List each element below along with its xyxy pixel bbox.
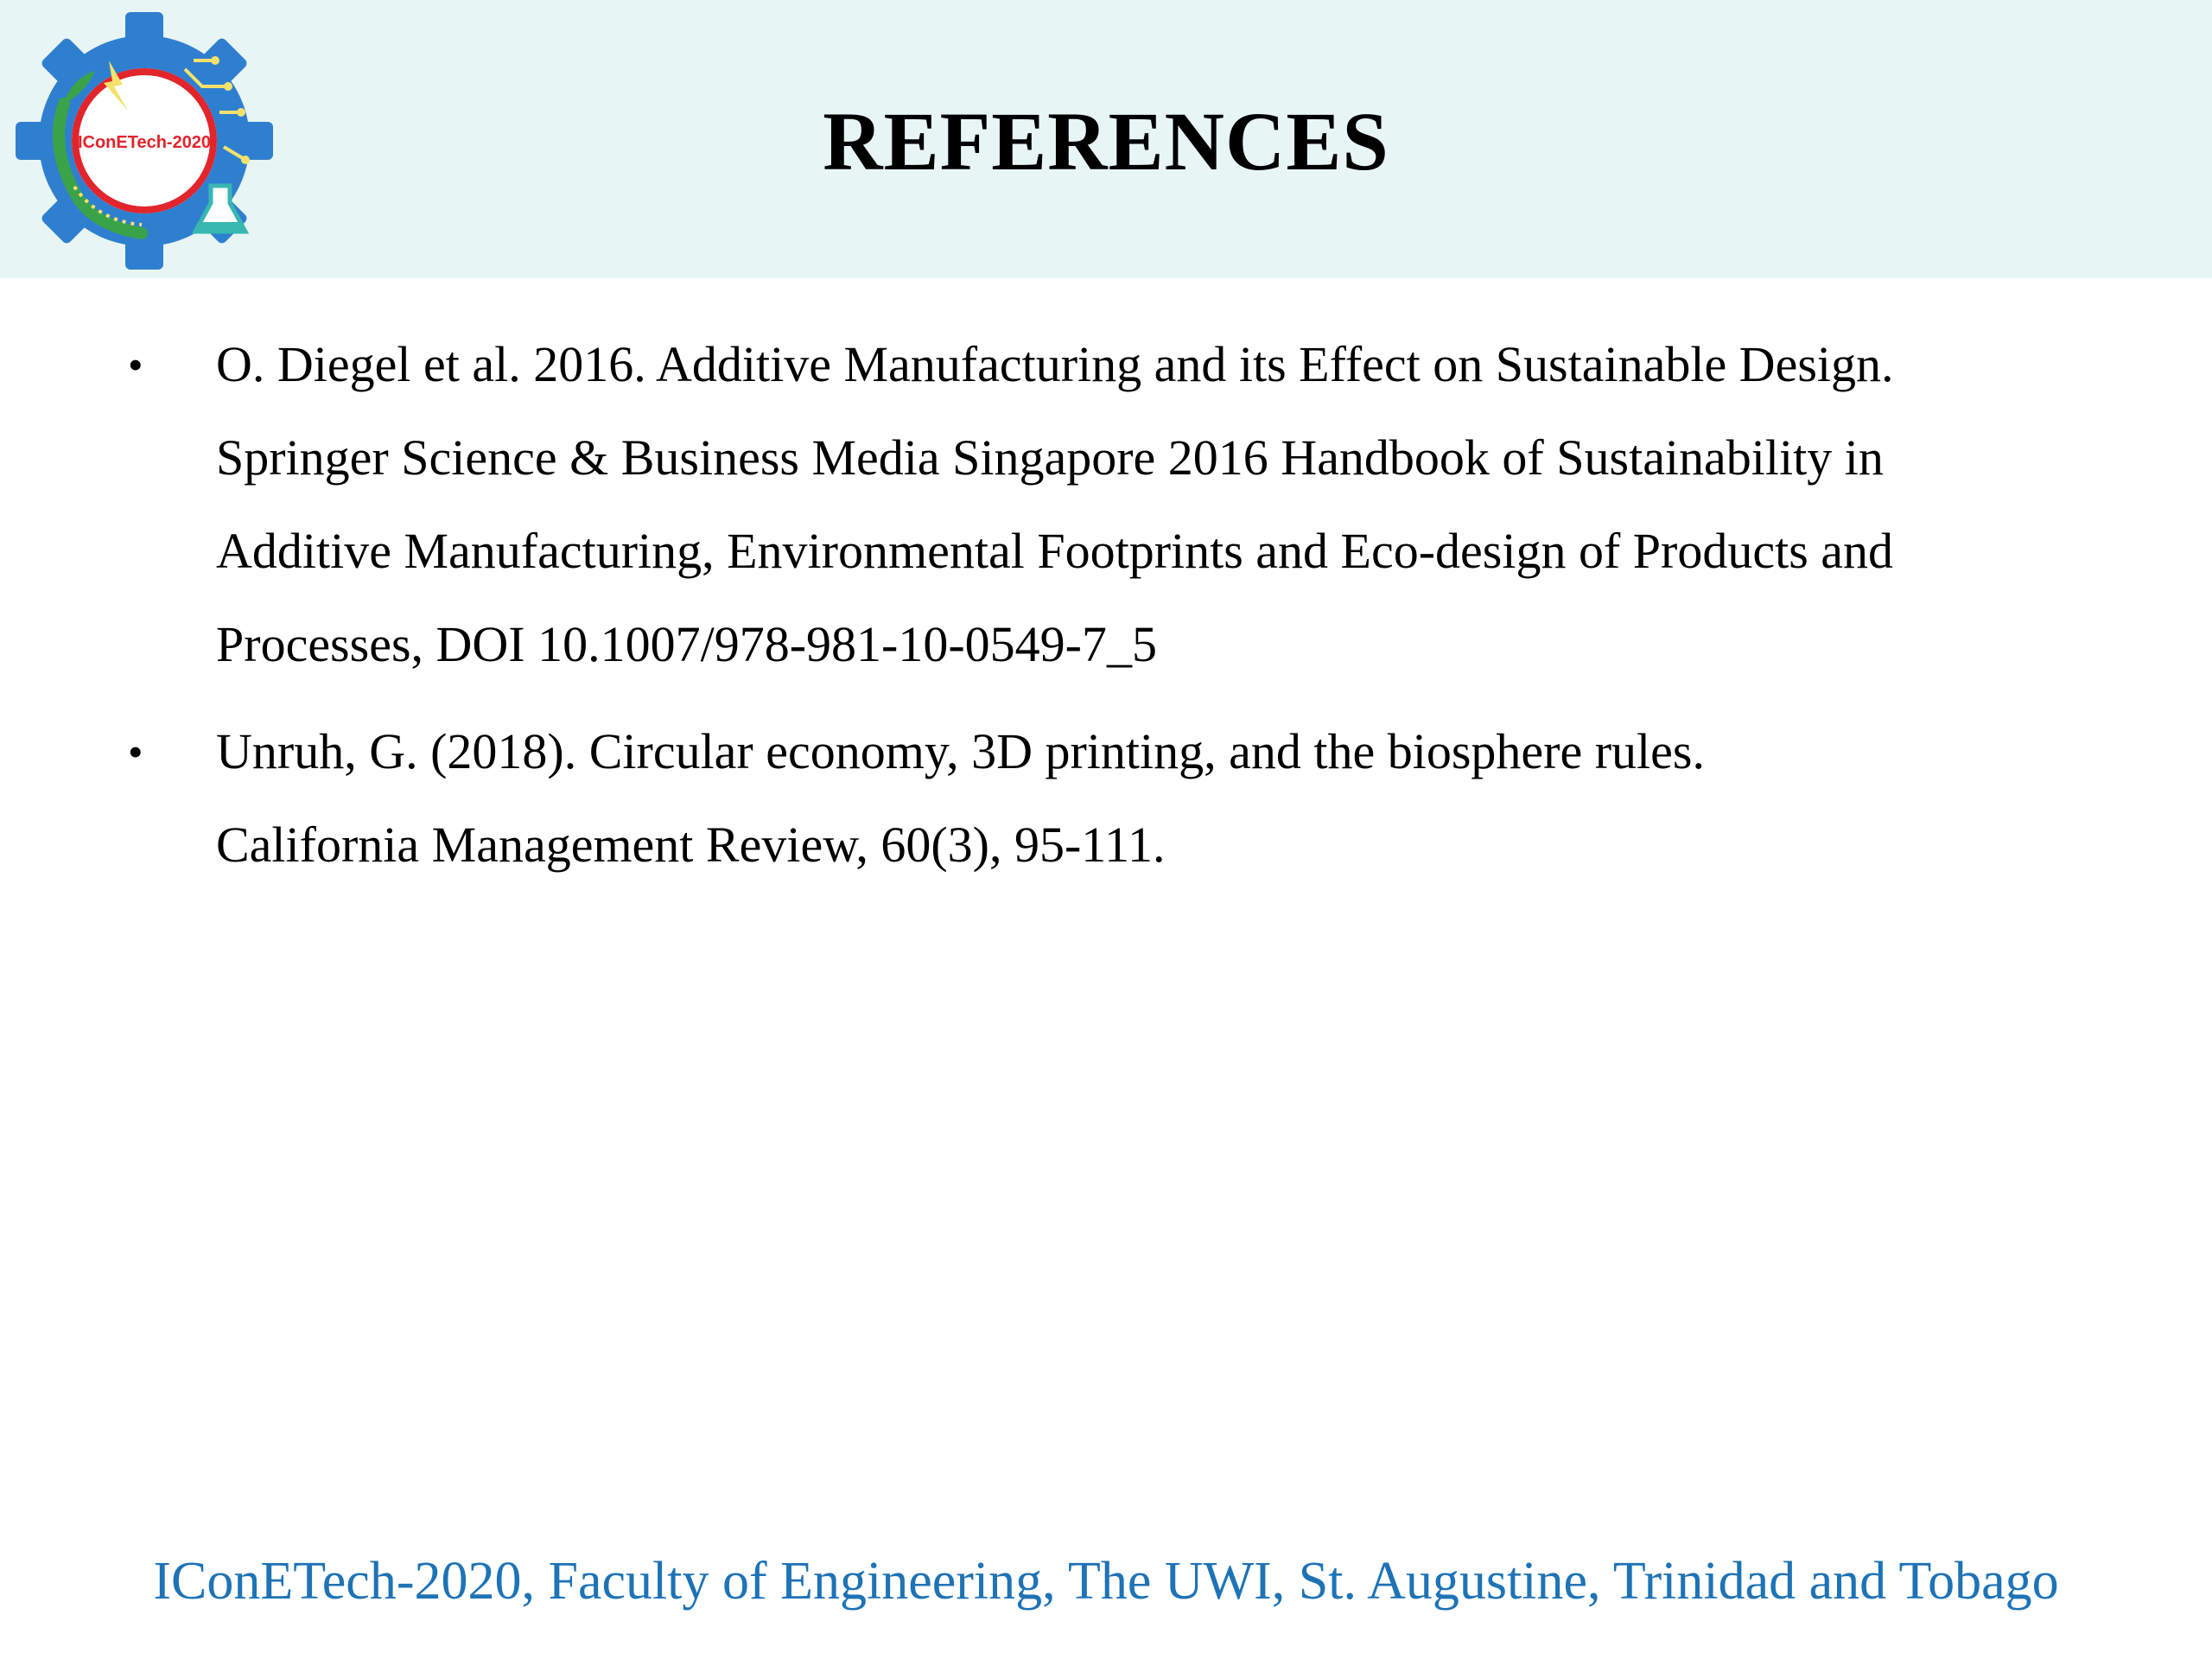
reference-line: Processes, DOI 10.1007/978-981-10-0549-7_5 (216, 616, 1157, 672)
reference-item (128, 318, 2115, 691)
bullet-icon: • (128, 340, 143, 389)
reference-line: Springer Science & Business Media Singapore 2016 Handbook of Sustainability in (216, 429, 1884, 486)
slide-header (0, 0, 2212, 278)
reference-line: O. Diegel et al. 2016. Additive Manufacturing and its Effect on Sustainable Design. (216, 336, 1894, 392)
slide-title: REFERENCES (823, 95, 1389, 188)
reference-item (128, 705, 2115, 892)
logo-text: IConETech-2020 (77, 133, 212, 152)
reference-list (128, 318, 2115, 892)
reference-line: California Management Review, 60(3), 95-111. (216, 817, 1166, 873)
reference-line: Unruh, G. (2018). Circular economy, 3D printing, and the biosphere rules. (216, 723, 1705, 779)
reference-line: Additive Manufacturing, Environmental Footprints and Eco-design of Products and (216, 523, 1894, 579)
bullet-icon: • (128, 728, 143, 776)
slide-footer: IConETech-2020, Faculty of Engineering, The UWI, St. Augustine, Trinidad and Tobago (153, 1552, 2059, 1611)
